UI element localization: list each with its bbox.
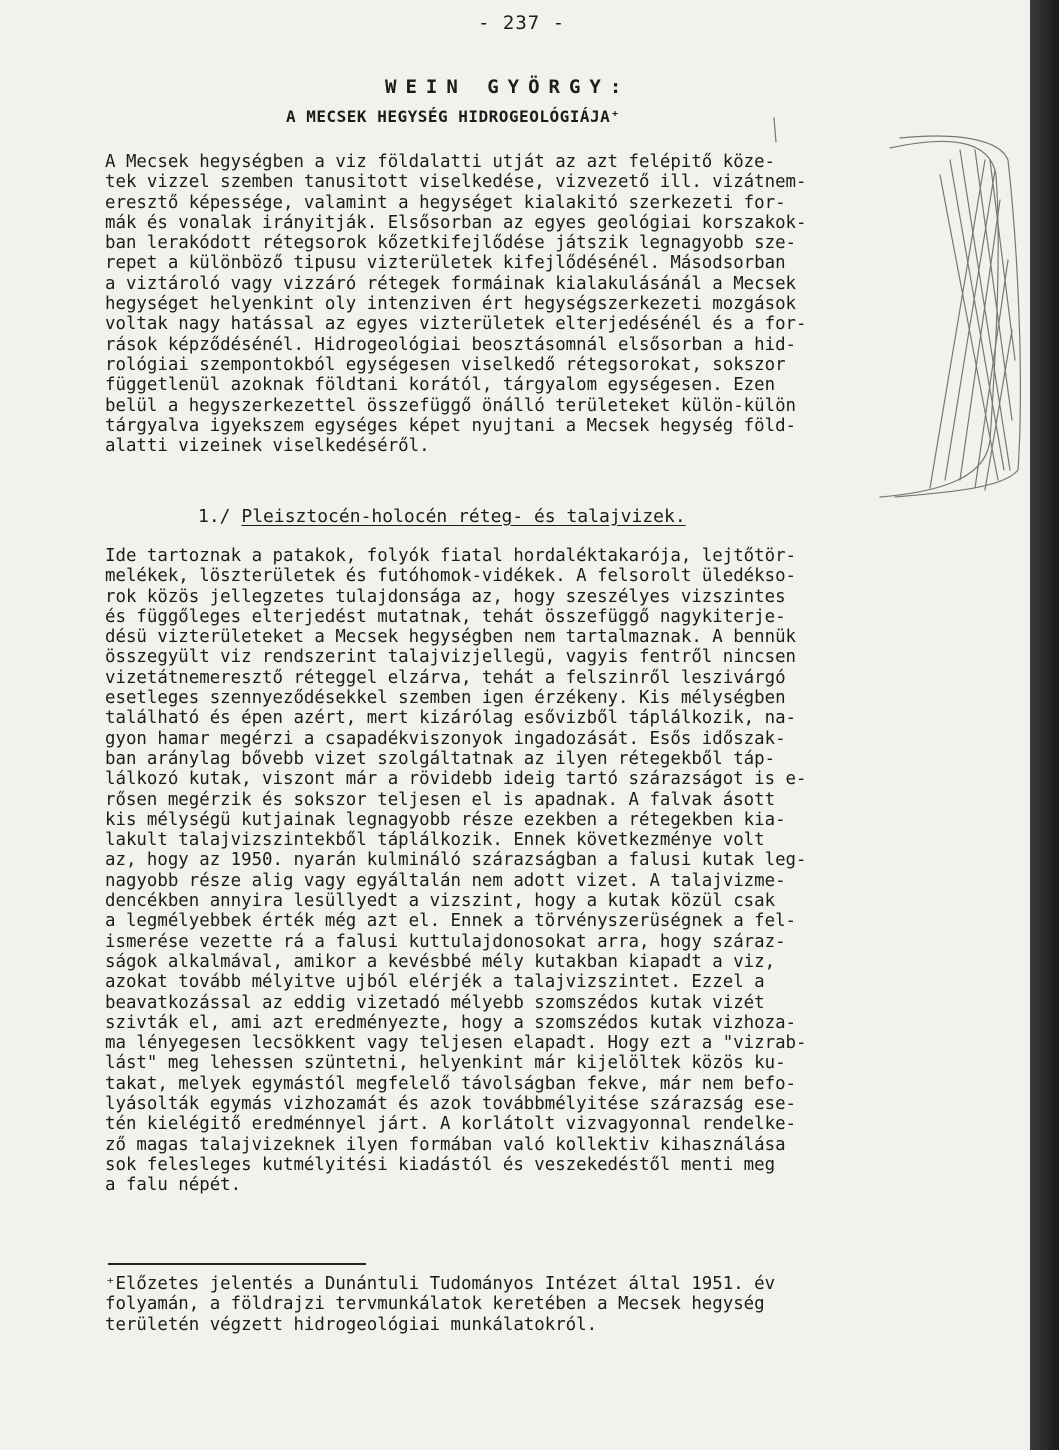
text-line: található és épen azért, mert kizárólag esővizből táplálkozik, na-: [105, 708, 797, 729]
text-line: tek vizzel szemben tanusitott viselkedése, vizvezető ill. vizátnem-: [105, 172, 807, 193]
text-line: dencékben annyira lesüllyedt a vizszint, hogy a kutak közül csak: [105, 891, 776, 912]
text-line: gyon hamar megérzi a csapadékviszonyok ingadozását. Esős időszak-: [105, 728, 786, 749]
author-name: WEIN GYÖRGY:: [385, 76, 631, 98]
text-line: beavatkozással az eddig vizetadó mélyebb szomszédos kutak vizét: [105, 992, 765, 1013]
text-line: a falu népét.: [105, 1175, 242, 1196]
text-line: lyásolták egymás vizhozamát és azok továbbmélyitése szárazság ese-: [105, 1094, 797, 1115]
text-line: A Mecsek hegységben a viz földalatti utját az azt felépitő köze-: [105, 152, 776, 172]
text-line: repet a különböző tipusu vizterületek kifejlődésénél. Másodsorban: [105, 253, 786, 274]
footnote: [105, 1274, 985, 1335]
text-line: alatti vizeinek viselkedéséről.: [105, 436, 430, 457]
text-line: rológiai szempontokból egységesen viselkedő rétegsorokat, sokszor: [105, 354, 786, 375]
text-line: ismerése vezette rá a falusi kuttulajdonosokat arra, hogy száraz-: [105, 931, 786, 952]
text-line: rősen megérzik és sokszor teljesen el is apadnak. A falvak ásott: [105, 789, 776, 810]
text-line: területén végzett hidrogeológiai munkálatokról.: [105, 1314, 598, 1335]
text-line: lást" meg lehessen szüntetni, helyenkint már kijelöltek közös ku-: [105, 1053, 786, 1074]
text-line: kis mélységü kutjainak legnagyobb része ezekben a rétegekben kia-: [105, 809, 786, 830]
text-line: ban lerakódott rétegsorok kőzetkifejlődése játszik legnagyobb sze-: [105, 233, 797, 254]
text-line: függetlenül azoknak földtani korától, tárgyalom egységesen. Ezen: [105, 375, 776, 396]
text-line: szivták el, ami azt eredményezte, hogy a szomszédos kutak vizhoza-: [105, 1012, 797, 1033]
text-line: nagyobb része alig vagy egyáltalán nem adott vizet. A talajvizme-: [105, 870, 786, 891]
text-line: összegyült viz rendszerint talajvizjellegü, vagyis fentről nincsen: [105, 647, 797, 668]
text-line: belül a hegyszerkezettel összefüggő önálló területeket külön-külön: [105, 395, 797, 416]
text-line: az, hogy az 1950. nyarán kulmináló szárazságban a falusi kutak leg-: [105, 850, 807, 871]
scan-edge: [1030, 0, 1059, 1450]
text-line: eresztő képessége, valamint a hegységet kialakitó szerkezeti for-: [105, 192, 786, 213]
text-line: ma lényegesen lecsökkent vagy teljesen elapadt. Hogy ezt a "vizrab-: [105, 1033, 807, 1054]
section-number: 1./: [198, 506, 231, 527]
text-line: hegységet helyenkint oly intenziven ért hegységszerkezeti mozgások: [105, 294, 797, 315]
text-line: és függőleges elterjedést mutatnak, tehát összefüggő nagykiterje-: [105, 606, 786, 627]
text-line: ságok alkalmával, amikor a kevésbbé mély kutakban kiapadt a viz,: [105, 951, 776, 972]
text-line: azokat tovább mélyitve ujból elérjék a talajvizszintet. Ezzel a: [105, 972, 765, 993]
section-body: [105, 546, 985, 1196]
text-line: tén kielégitő eredménnyel járt. A korlátolt vizvagyonnal rendelke-: [105, 1114, 797, 1135]
text-line: vizetátnemeresztő réteggel elzárva, tehát a felszinről leszivárgó: [105, 667, 786, 688]
text-line: esetleges szennyeződésekkel szemben igen érzékeny. Kis mélységben: [105, 688, 786, 709]
text-line: takat, melyek egymástól megfelelő távolságban fekve, már nem befo-: [105, 1073, 797, 1094]
text-line: sok felesleges kutmélyitési kiadástól és veszekedéstől menti meg: [105, 1154, 776, 1175]
text-line: tárgyalva igyekszem egységes képet nyujtani a Mecsek hegység föld-: [105, 415, 797, 436]
text-line: rások képződésénél. Hidrogeológiai beosztásomnál elsősorban a hid-: [105, 334, 797, 355]
section-title: Pleisztocén-holocén réteg- és talajvizek.: [241, 506, 686, 527]
text-line: rok közös jellegzetes tulajdonsága az, hogy szeszélyes vizszintes: [105, 586, 786, 607]
section-heading: [198, 506, 686, 527]
text-line: lálkozó kutak, viszont már a rövidebb ideig tartó szárazságot is e-: [105, 769, 807, 790]
article-title: A MECSEK HEGYSÉG HIDROGEOLÓGIÁJA⁺: [286, 107, 621, 126]
text-line: désü vizterületeket a Mecsek hegységben nem tartalmaznak. A bennük: [105, 627, 797, 648]
text-line: Ide tartoznak a patakok, folyók fiatal hordaléktakarója, lejtőtör-: [105, 546, 797, 566]
text-line: a legmélyebbek érték még azt el. Ennek a törvényszerüségnek a fel-: [105, 911, 797, 932]
text-line: melékek, löszterületek és futóhomok-vidékek. A felsorolt üledékso-: [105, 566, 797, 587]
text-line: ban aránylag bővebb vizet szolgáltatnak az ilyen rétegekből táp-: [105, 748, 776, 769]
text-line: voltak nagy hatással az egyes vizterületek elterjedésénél és a for-: [105, 314, 807, 335]
footnote-divider: [108, 1263, 366, 1265]
text-line: mák és vonalak irányitják. Elsősorban az egyes geológiai korszakok-: [105, 212, 807, 233]
intro-paragraph: [105, 152, 985, 456]
text-line: lakult talajvizszintekből táplálkozik. Ennek következménye volt: [105, 830, 765, 851]
text-line: ző magas talajvizeknek ilyen formában való kollektiv kihasználása: [105, 1134, 786, 1155]
text-line: ⁺Előzetes jelentés a Dunántuli Tudományos Intézet által 1951. év: [105, 1274, 776, 1294]
text-line: a viztároló vagy vizzáró rétegek formáinak kialakulásánál a Mecsek: [105, 273, 797, 294]
page-number: - 237 -: [478, 12, 566, 34]
text-line: folyamán, a földrajzi tervmunkálatok keretében a Mecsek hegység: [105, 1294, 765, 1315]
